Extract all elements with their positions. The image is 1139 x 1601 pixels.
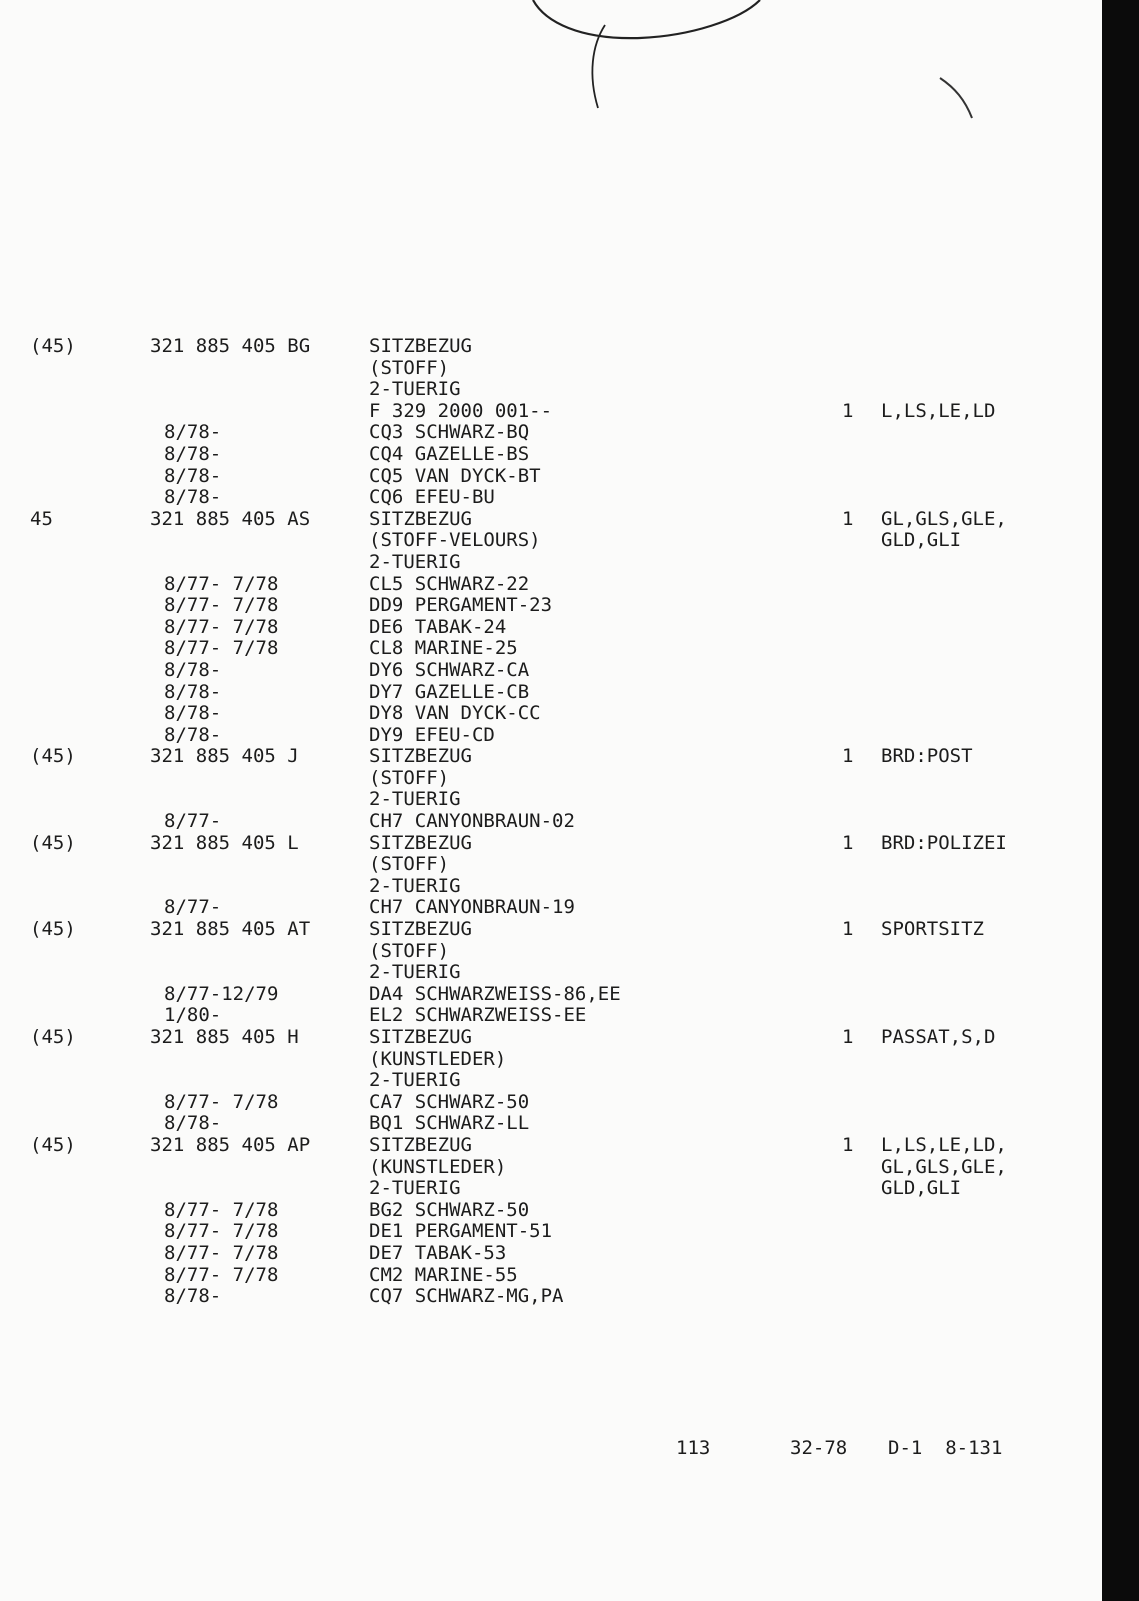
quantity: 1 [842,1133,854,1156]
description: SITZBEZUG [369,335,472,357]
description: (STOFF) [369,766,450,789]
description: F 329 2000 001-- [369,399,553,422]
ref-number: (45) [30,1026,76,1048]
date-range: 1/80- [164,1004,222,1027]
catalog-line [0,725,1100,747]
ref-number: 45 [30,507,53,530]
model-applicability: BRD:POLIZEI [881,831,1007,854]
catalog-line [0,444,1100,466]
model-applicability: GL,GLS,GLE, [881,1155,1007,1178]
quantity: 1 [842,918,854,941]
catalog-line [0,1113,1100,1135]
catalog-line [0,422,1100,444]
catalog-line [0,876,1100,898]
catalog-line [0,466,1100,488]
footer-code: 32-78 [790,1437,848,1459]
catalog-line [0,530,1100,552]
description: SITZBEZUG [369,1133,472,1156]
description: CQ6 EFEU-BU [369,486,495,509]
description: (STOFF-VELOURS) [369,529,541,552]
description: DY7 GAZELLE-CB [369,680,530,703]
catalog-line [0,962,1100,984]
model-applicability: GL,GLS,GLE, [881,507,1007,530]
date-range: 8/78- [164,658,222,681]
ref-number: (45) [30,1133,76,1156]
catalog-line [0,379,1100,401]
quantity: 1 [842,1026,854,1048]
quantity: 1 [842,831,854,854]
date-range: 8/77- 7/78 [164,1220,279,1243]
model-applicability: GLD,GLI [881,1177,962,1200]
model-applicability: PASSAT,S,D [881,1026,996,1048]
part-number: 321 885 405 H [150,1026,299,1048]
catalog-line [0,897,1100,919]
catalog-line [0,358,1100,380]
description: 2-TUERIG [369,874,461,897]
catalog-line [0,401,1100,423]
catalog-line [0,811,1100,833]
description: 2-TUERIG [369,550,461,573]
catalog-line [0,1157,1100,1179]
description: (STOFF) [369,853,450,876]
description: (STOFF) [369,356,450,379]
catalog-line [0,595,1100,617]
ref-number: (45) [30,745,76,768]
date-range: 8/77- [164,896,222,919]
description: CA7 SCHWARZ-50 [369,1090,530,1113]
date-range: 8/78- [164,680,222,703]
date-range: 8/77- 7/78 [164,1263,279,1286]
catalog-line [0,984,1100,1006]
description: DE7 TABAK-53 [369,1241,507,1264]
date-range: 8/77- 7/78 [164,572,279,595]
description: (STOFF) [369,939,450,962]
catalog-line [0,703,1100,725]
description: CQ5 VAN DYCK-BT [369,464,541,487]
description: CH7 CANYONBRAUN-02 [369,810,575,833]
catalog-line [0,746,1100,768]
description: DE1 PERGAMENT-51 [369,1220,553,1243]
date-range: 8/77- [164,810,222,833]
description: SITZBEZUG [369,1026,472,1048]
ref-number: (45) [30,831,76,854]
catalog-line [0,1027,1100,1049]
part-number: 321 885 405 AS [150,507,311,530]
date-range: 8/78- [164,1285,222,1308]
model-applicability: L,LS,LE,LD, [881,1133,1007,1156]
part-number: 321 885 405 J [150,745,299,768]
catalog-line [0,1005,1100,1027]
date-range: 8/78- [164,421,222,444]
description: DE6 TABAK-24 [369,615,507,638]
model-applicability: L,LS,LE,LD [881,399,996,422]
date-range: 8/78- [164,702,222,725]
description: SITZBEZUG [369,745,472,768]
date-range: 8/78- [164,486,222,509]
description: CQ4 GAZELLE-BS [369,442,530,465]
catalog-line [0,617,1100,639]
date-range: 8/77- 7/78 [164,637,279,660]
catalog-line [0,1070,1100,1092]
catalog-line [0,789,1100,811]
catalog-line [0,1178,1100,1200]
description: (KUNSTLEDER) [369,1155,507,1178]
catalog-line [0,1135,1100,1157]
date-range: 8/78- [164,1112,222,1135]
description: DY6 SCHWARZ-CA [369,658,530,681]
description: (KUNSTLEDER) [369,1047,507,1070]
date-range: 8/77-12/79 [164,982,279,1005]
catalog-line [0,1049,1100,1071]
scan-edge-bar [1102,0,1139,1601]
catalog-line [0,1221,1100,1243]
date-range: 8/78- [164,464,222,487]
model-applicability: BRD:POST [881,745,973,768]
date-range: 8/77- 7/78 [164,1198,279,1221]
description: CL8 MARINE-25 [369,637,518,660]
description: CM2 MARINE-55 [369,1263,518,1286]
description: CL5 SCHWARZ-22 [369,572,530,595]
footer-sheet: D-1 8-131 [888,1437,1003,1459]
description: 2-TUERIG [369,378,461,401]
catalog-line [0,919,1100,941]
model-applicability: GLD,GLI [881,529,962,552]
description: DY8 VAN DYCK-CC [369,702,541,725]
ref-number: (45) [30,335,76,357]
description: SITZBEZUG [369,831,472,854]
catalog-line [0,336,1100,358]
catalog-line [0,854,1100,876]
description: 2-TUERIG [369,961,461,984]
description: CQ7 SCHWARZ-MG,PA [369,1285,564,1308]
date-range: 8/77- 7/78 [164,1090,279,1113]
catalog-line [0,552,1100,574]
catalog-line [0,487,1100,509]
quantity: 1 [842,507,854,530]
description: EL2 SCHWARZWEISS-EE [369,1004,587,1027]
quantity: 1 [842,399,854,422]
description: SITZBEZUG [369,918,472,941]
part-number: 321 885 405 AT [150,918,311,941]
ref-number: (45) [30,918,76,941]
catalog-line [0,1286,1100,1308]
catalog-line [0,509,1100,531]
catalog-line [0,941,1100,963]
date-range: 8/77- 7/78 [164,1241,279,1264]
description: SITZBEZUG [369,507,472,530]
quantity: 1 [842,745,854,768]
date-range: 8/77- 7/78 [164,594,279,617]
catalog-line [0,1200,1100,1222]
date-range: 8/78- [164,442,222,465]
part-number: 321 885 405 AP [150,1133,311,1156]
model-applicability: SPORTSITZ [881,918,984,941]
description: 2-TUERIG [369,788,461,811]
part-number: 321 885 405 BG [150,335,311,357]
description: 2-TUERIG [369,1069,461,1092]
description: CH7 CANYONBRAUN-19 [369,896,575,919]
catalog-line [0,682,1100,704]
footer-page-number: 113 [676,1437,711,1459]
description: BQ1 SCHWARZ-LL [369,1112,530,1135]
date-range: 8/77- 7/78 [164,615,279,638]
description: CQ3 SCHWARZ-BQ [369,421,530,444]
handwritten-mark [0,0,1100,120]
part-number: 321 885 405 L [150,831,299,854]
description: DA4 SCHWARZWEISS-86,EE [369,982,621,1005]
description: DY9 EFEU-CD [369,723,495,746]
catalog-line [0,1092,1100,1114]
parts-listing [0,336,1100,1308]
description: DD9 PERGAMENT-23 [369,594,553,617]
catalog-line [0,1243,1100,1265]
catalog-line [0,768,1100,790]
date-range: 8/78- [164,723,222,746]
description: BG2 SCHWARZ-50 [369,1198,530,1221]
catalog-line [0,660,1100,682]
description: 2-TUERIG [369,1177,461,1200]
catalog-line [0,833,1100,855]
catalog-line [0,574,1100,596]
catalog-line [0,1265,1100,1287]
catalog-line [0,638,1100,660]
